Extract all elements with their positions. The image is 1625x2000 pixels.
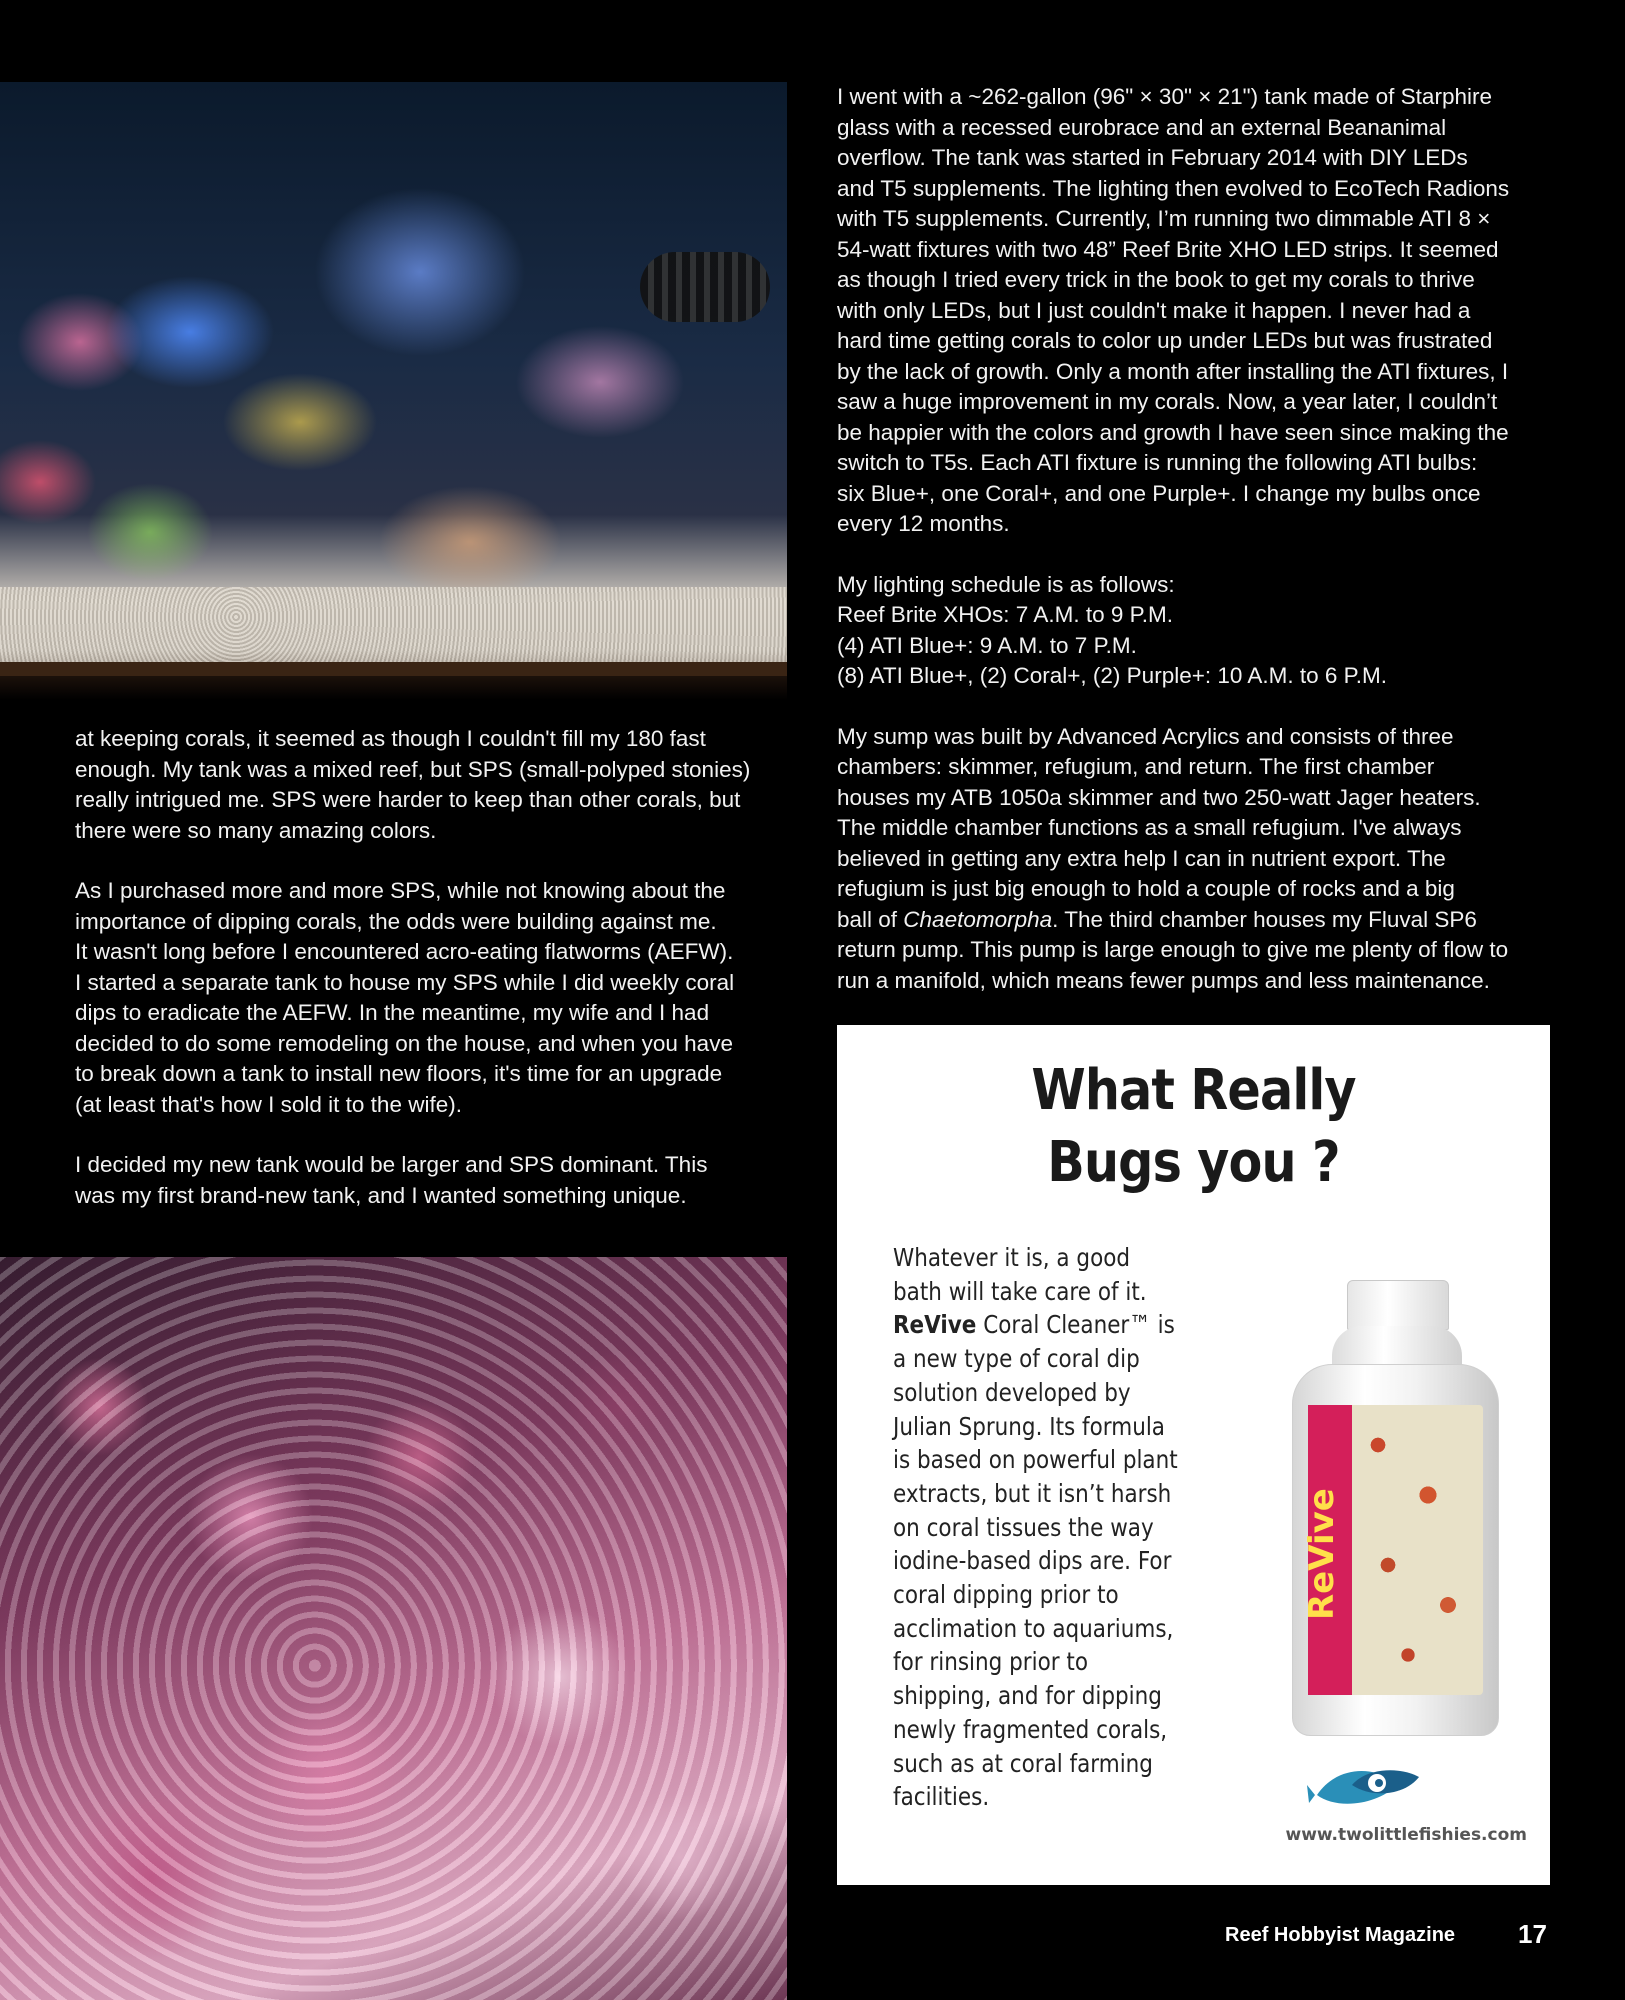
ad-brand-name: ReVive (893, 1310, 977, 1340)
coral-polyps (0, 1257, 787, 2000)
paragraph-aefw: As I purchased more and more SPS, while not knowing about the importance of dipping corals, the odds were building against me. It wasn't long before I encountered acro-eating flatworms (AEFW). I started a separate tank to house my SPS while I did weekly coral dips to eradicate the AEFW. In the meantime, my wife and I had decided to do some remodeling on the house, and when you have to break down a tank to install new floors, it's time for an upgrade (at least that's how I sold it to the wife). (75, 878, 735, 1117)
bottle-brand-text: ReVive (1302, 1488, 1342, 1620)
revive-advertisement (837, 1025, 1550, 1885)
ad-headline: What Really Bugs you ? (1031, 1058, 1356, 1195)
ad-body-text: Whatever it is, a good bath will take care of it. ReVive Coral Cleaner™ is a new type of coral dip solution developed by Julian Sprung. Its formula is based on powerful plant extracts, but it isn’t harsh on coral tissues the way iodine-based dips are. For coral dipping prior to acclimation to aquariums, for rinsing prior to shipping, and for dipping newly fragmented corals, such as at coral farming facilities. (893, 1243, 1178, 1812)
powerhead-pump (640, 252, 770, 322)
paragraph-sump: My sump was built by Advanced Acrylics and consists of three chambers: skimmer, refugium, and return. The first chamber houses my ATB 1050a skimmer and two 250-watt Jager heaters. The middle chamber functions as a small refugium. I've always believed in getting any extra help I can in nutrient export. The refugium is just big enough to hold a couple of rocks and a big ball of Chaetomorpha. The third chamber houses my Fluval SP6 return pump. This pump is large enough to give me plenty of flow to run a manifold, which means fewer pumps and less maintenance. (837, 722, 1551, 997)
acropora-closeup-photo (0, 1257, 787, 2000)
magazine-name: Reef Hobbyist Magazine (1225, 1924, 1456, 1946)
paragraph-new-tank: I decided my new tank would be larger and SPS dominant. This was my first brand-new tank, and I wanted something unique. (75, 1152, 708, 1208)
revive-bottle-image (1292, 1280, 1507, 1740)
two-little-fishies-logo-icon (1307, 1755, 1427, 1815)
paragraph-lighting-schedule: My lighting schedule is as follows: Reef Brite XHOs: 7 A.M. to 9 P.M. (4) ATI Blue+: 9 A.M. to 7 P.M. (8) ATI Blue+, (2) Coral+, (2) Purple+: 10 A.M. to 6 P.M. (837, 571, 1388, 688)
paragraph-keeping-corals: at keeping corals, it seemed as though I couldn't fill my 180 fast enough. My tank was a mixed reef, but SPS (small-polyped stonies) really intrigued me. SPS were harder to keep than other corals, but there were so many amazing colors. (75, 726, 751, 843)
tank-frame (0, 662, 787, 676)
paragraph-tank-lighting: I went with a ~262-gallon (96" × 30" × 21") tank made of Starphire glass with a recessed eurobrace and an external Beananimal overflow. The tank was started in February 2014 with DIY LEDs and T5 supplements. The lighting then evolved to EcoTech Radions with T5 supplements. Currently, I’m running two dimmable ATI 8 × 54-watt fixtures with two 48” Reef Brite XHO LED strips. It seemed as though I tried every trick in the book to get my corals to thrive with only LEDs, but I just couldn't make it happen. I never had a hard time getting corals to color up under LEDs but was frustrated by the lack of growth. Only a month after installing the ATI fixtures, I saw a huge improvement in my corals. Now, a year later, I couldn’t be happier with the colors and growth I have seen since making the switch to T5s. Each ATI fixture is running the following ATI bulbs: six Blue+, one Coral+, and one Purple+. I change my bulbs once every 12 months. (837, 84, 1510, 536)
line-chaetomorpha: ball of Chaetomorpha. The third chamber houses my Fluval SP6 (837, 906, 1477, 932)
reef-tank-photo (0, 82, 787, 700)
ad-website-url: www.twolittlefishies.com (1285, 1825, 1527, 1845)
article-right-column (837, 82, 1551, 1026)
article-left-column (75, 724, 787, 1241)
sand-bed (0, 587, 787, 662)
page-number: 17 (1518, 1919, 1547, 1949)
bottle-cap (1347, 1280, 1449, 1330)
